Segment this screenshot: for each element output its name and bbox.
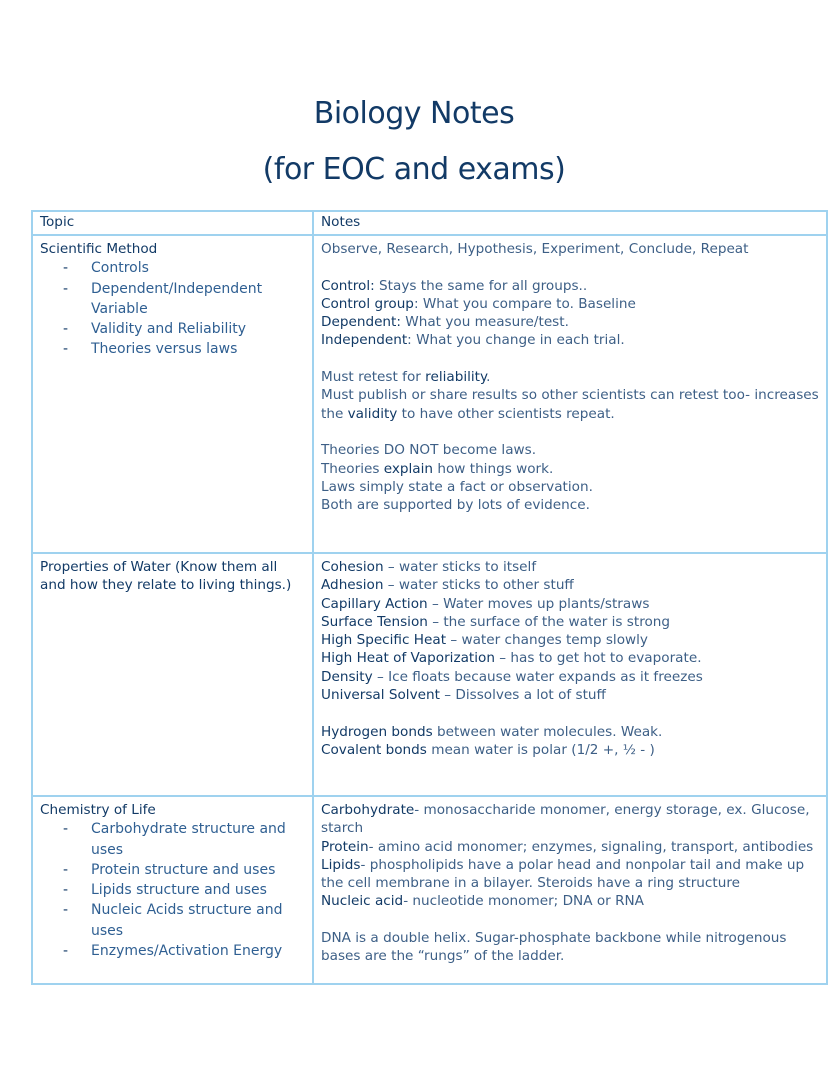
definition-line: [321, 331, 820, 349]
definition-text: : What you change in each trial.: [407, 332, 625, 349]
molecule-line: [321, 838, 820, 856]
property-line: [321, 649, 820, 667]
notes-cell: [313, 553, 827, 796]
molecule-line: [321, 856, 820, 893]
definition-line: [321, 313, 820, 331]
subtopic-list: [40, 258, 306, 359]
theory-line: [321, 460, 820, 478]
text-fragment: how things work.: [433, 460, 554, 477]
theory-line: Both are supported by lots of evidence.: [321, 497, 590, 514]
definition-term: Control:: [321, 277, 375, 294]
topic-cell: [32, 553, 313, 796]
property-line: [321, 576, 820, 594]
text-fragment: Must retest for: [321, 369, 426, 386]
bond-line: [321, 723, 820, 741]
definition-term: Dependent:: [321, 314, 401, 331]
definition-term: Independent: [321, 332, 408, 349]
molecule-line: [321, 801, 820, 838]
text-fragment: Theories: [321, 460, 384, 477]
subtopic-item: - Dependent/Independent Variable: [63, 279, 306, 320]
bond-text: mean water is polar (1/2 +, ½ - ): [426, 741, 655, 758]
validity-line: [321, 405, 820, 423]
definition-line: [321, 295, 820, 313]
property-text: – water sticks to itself: [383, 559, 537, 575]
definition-text: What you measure/test.: [400, 314, 569, 331]
notes-cell: [313, 796, 827, 984]
bond-term: Hydrogen bonds: [321, 723, 433, 740]
definition-line: [321, 277, 820, 295]
property-term: Capillary Action: [321, 595, 428, 612]
bond-line: [321, 741, 820, 759]
bond-text: between water molecules. Weak.: [432, 723, 663, 740]
subtopic-item: - Carbohydrate structure and uses: [63, 819, 306, 860]
topic-cell: [32, 796, 313, 984]
molecule-text: - monosaccharide monomer, energy storage, ex. Glucose, starch: [321, 802, 810, 837]
molecule-term: Nucleic acid: [321, 893, 404, 910]
topic-title: Scientific Method: [40, 241, 158, 257]
bold-word: reliability: [425, 369, 487, 386]
property-text: – Dissolves a lot of stuff: [439, 687, 606, 704]
property-term: Cohesion: [321, 559, 384, 575]
molecule-text: - amino acid monomer; enzymes, signaling, transport, antibodies: [368, 838, 814, 855]
header-notes: Notes: [313, 211, 827, 235]
header-topic: Topic: [32, 211, 313, 235]
molecule-term: Protein: [321, 838, 369, 855]
notes-table: [31, 210, 828, 985]
definition-term: Control group: [321, 295, 414, 312]
property-term: Density: [321, 668, 373, 685]
molecule-text: - phospholipids have a polar head and nonpolar tail and make up the cell membrane in a bilayer. Steroids have a ring structure: [321, 856, 805, 892]
reliability-line: [321, 368, 820, 386]
property-term: High Specific Heat: [321, 632, 447, 649]
text-fragment: the: [321, 405, 348, 422]
bold-word: validity: [347, 405, 398, 422]
subtopic-item: - Theories versus laws: [63, 339, 306, 359]
topic-title: Properties of Water (Know them all and how they relate to living things.): [40, 559, 292, 594]
property-text: – water changes temp slowly: [446, 632, 648, 649]
molecule-term: Lipids: [321, 856, 361, 873]
property-line: [321, 668, 820, 686]
header-row: [32, 211, 827, 235]
subtopic-list: [40, 819, 306, 961]
table-row-scientific-method: [32, 235, 827, 553]
property-term: High Heat of Vaporization: [321, 650, 495, 667]
property-line: [321, 686, 820, 704]
table-row-chemistry-of-life: [32, 796, 827, 984]
text-fragment: to have other scientists repeat.: [397, 405, 615, 422]
bold-word: explain: [383, 460, 434, 477]
definition-text: : What you compare to. Baseline: [413, 295, 636, 312]
subtopic-item: - Lipids structure and uses: [63, 880, 306, 900]
molecule-term: Carbohydrate: [321, 802, 415, 818]
notes-cell: [313, 235, 827, 553]
property-text: – Water moves up plants/straws: [427, 595, 650, 612]
property-term: Adhesion: [321, 577, 384, 594]
topic-cell: [32, 235, 313, 553]
molecule-text: - nucleotide monomer; DNA or RNA: [403, 893, 644, 910]
page-title: Biology Notes: [313, 96, 515, 131]
property-line: [321, 558, 820, 576]
property-term: Surface Tension: [321, 613, 428, 630]
subtopic-item: - Validity and Reliability: [63, 319, 306, 339]
property-term: Universal Solvent: [321, 687, 440, 704]
theory-line: Laws simply state a fact or observation.: [321, 478, 593, 495]
subtopic-item: - Controls: [63, 258, 306, 278]
subtopic-item: - Enzymes/Activation Energy: [63, 941, 306, 961]
bond-term: Covalent bonds: [321, 741, 427, 758]
definition-text: Stays the same for all groups..: [374, 277, 588, 294]
property-text: – has to get hot to evaporate.: [494, 650, 702, 667]
page-subtitle: (for EOC and exams): [262, 152, 566, 187]
validity-line: Must publish or share results so other scientists can retest too- increases: [321, 387, 819, 404]
molecule-line: [321, 892, 820, 910]
text-fragment: .: [486, 369, 491, 386]
property-line: [321, 613, 820, 631]
topic-title: Chemistry of Life: [40, 802, 156, 818]
property-line: [321, 595, 820, 613]
table-row-properties-of-water: [32, 553, 827, 796]
property-text: – the surface of the water is strong: [427, 613, 671, 630]
theory-line: Theories DO NOT become laws.: [321, 442, 537, 459]
property-text: – water sticks to other stuff: [383, 577, 574, 594]
property-line: [321, 631, 820, 649]
dna-note: DNA is a double helix. Sugar-phosphate backbone while nitrogenous bases are the “rungs” of the ladder.: [321, 930, 787, 965]
subtopic-item: - Protein structure and uses: [63, 860, 306, 880]
subtopic-item: - Nucleic Acids structure and uses: [63, 900, 306, 941]
note-line: Observe, Research, Hypothesis, Experiment, Conclude, Repeat: [321, 241, 749, 257]
property-text: – Ice floats because water expands as it freezes: [372, 668, 703, 685]
